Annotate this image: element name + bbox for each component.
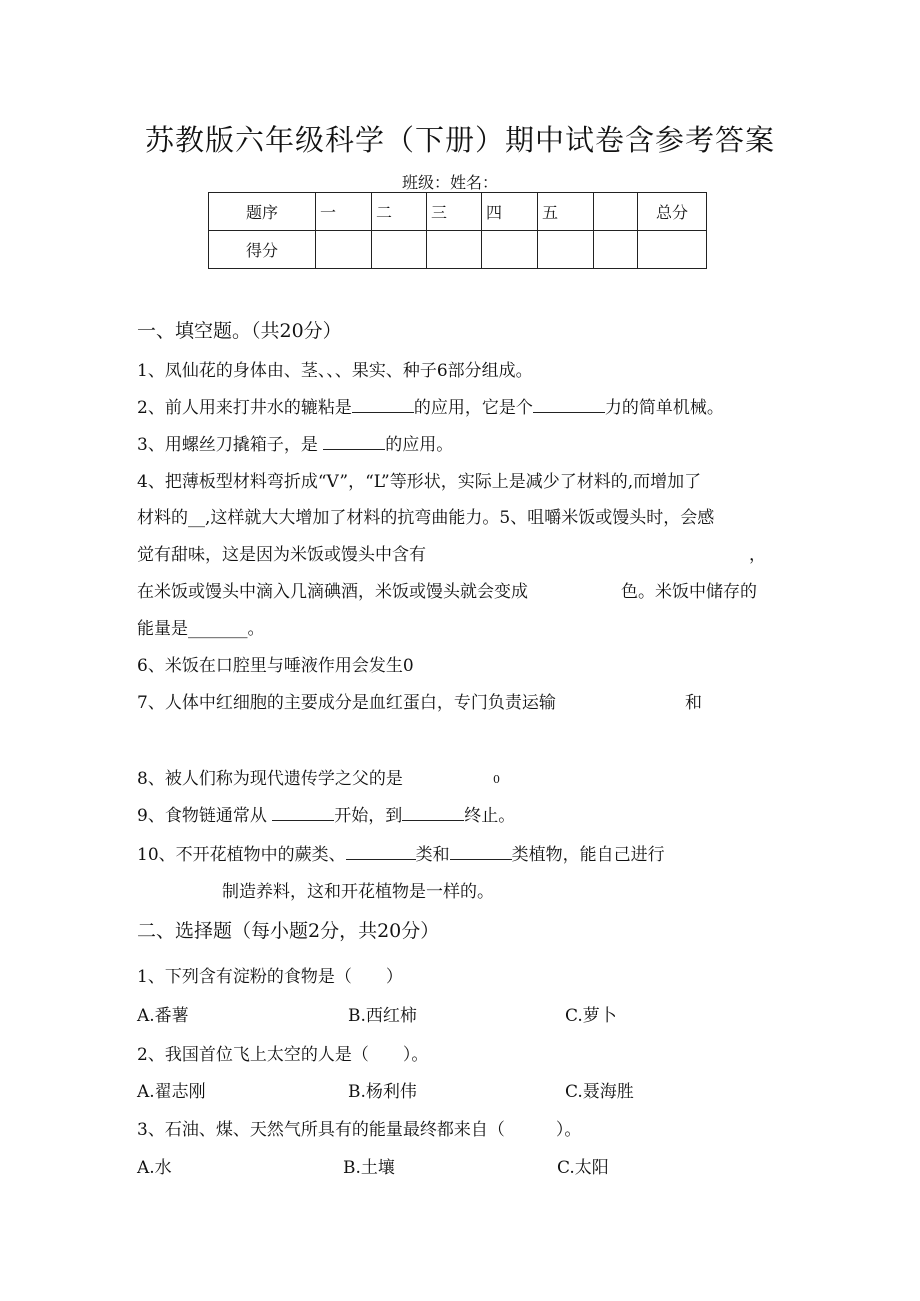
question-8-mark: 0 [493,773,500,786]
question-4-line-2: 材料的__,这样就大大增加了材料的抗弯曲能力。5、咀嚼米饭或馒头时，会感 [137,508,715,528]
mc-question-1: 1、下列含有淀粉的食物是（ ） [137,967,403,987]
answer-blank [450,858,512,860]
score-header-cell: 题序 [209,193,316,231]
answer-blank [346,858,416,860]
mc-question-3: 3、石油、煤、天然气所具有的能量最终都来自（ ）。 [137,1120,582,1140]
section1-heading: 一、填空题。（共20分） [137,320,342,342]
q9-part-b: 开始，到 [334,806,403,826]
score-cell [316,231,372,269]
question-10 [137,840,665,865]
mc-q3-option-c: C.太阳 [557,1158,609,1178]
question-1: 1、凤仙花的身体由、茎、、、果实、种子6部分组成。 [137,361,533,381]
score-table-score-row [209,231,707,269]
question-6: 6、米饭在口腔里与唾液作用会发生0 [137,656,414,676]
class-name-label: 班级：姓名： [402,173,499,192]
question-5-line-4a: 在米饭或馒头中滴入几滴碘酒，米饭或馒头就会变成 [137,582,528,602]
answer-blank [352,411,414,413]
mc-q1-option-a: A.番薯 [137,1006,189,1026]
mc-q1-option-b: B.西红柿 [348,1006,417,1026]
question-10-line-2: 制造养料，这和开花植物是一样的。 [222,882,494,902]
question-5-line-4b: 色。米饭中储存的 [621,582,757,602]
score-cell [427,231,482,269]
mc-q1-option-c: C.萝卜 [565,1006,617,1026]
score-cell [638,231,707,269]
q3-part-b: 的应用。 [385,435,454,455]
q10-part-c: 类植物，能自己进行 [511,845,665,865]
question-7-and: 和 [685,693,702,713]
mc-q3-option-b: B.土壤 [343,1158,395,1178]
score-header-cell: 五 [538,193,594,231]
q10-part-b: 类和 [415,845,450,865]
page-title: 苏教版六年级科学（下册）期中试卷含参考答案 [144,123,775,157]
score-table [208,192,707,269]
score-header-cell: 总分 [638,193,707,231]
question-4-line-1: 4、把薄板型材料弯折成“V”，“L”等形状，实际上是减少了材料的,而增加了 [137,472,702,492]
question-5-line-3a: 觉有甜味，这是因为米饭或馒头中含有 [137,545,426,565]
q9-part-c: 终止。 [464,806,516,826]
score-header-cell: 三 [427,193,482,231]
question-2 [137,393,724,418]
q2-part-b: 的应用，它是个 [413,398,533,418]
score-header-cell: 一 [316,193,372,231]
q10-part-a: 10、不开花植物中的蕨类、 [137,845,346,865]
score-table-header-row [209,193,707,231]
mc-q2-option-a: A.翟志刚 [137,1082,206,1102]
mc-q2-option-b: B.杨利伟 [348,1082,417,1102]
q2-part-c: 力的简单机械。 [604,398,724,418]
mc-question-2: 2、我国首位飞上太空的人是（ ）。 [137,1045,429,1065]
q9-part-a: 9、食物链通常从 [137,806,273,826]
question-9 [137,801,515,826]
score-header-cell: 二 [372,193,427,231]
score-cell [538,231,594,269]
q2-part-a: 2、前人用来打井水的辘粘是 [137,398,352,418]
score-cell [482,231,538,269]
mc-q3-option-a: A.水 [137,1158,172,1178]
question-7: 7、人体中红细胞的主要成分是血红蛋白，专门负责运输 [137,693,556,713]
answer-blank [323,448,385,450]
question-3 [137,430,453,455]
section2-heading: 二、选择题（每小题2分，共20分） [137,920,440,942]
q3-part-a: 3、用螺丝刀撬箱子，是 [137,435,324,455]
question-5-line-5: 能量是_______。 [137,619,265,639]
answer-blank [272,819,334,821]
score-header-cell [594,193,638,231]
score-header-cell: 四 [482,193,538,231]
answer-blank [402,819,464,821]
answer-blank [533,411,605,413]
question-8: 8、被人们称为现代遗传学之父的是 [137,769,403,789]
score-row-label: 得分 [209,231,316,269]
question-5-line-3b: ， [749,545,766,565]
score-cell [372,231,427,269]
mc-q2-option-c: C.聂海胜 [565,1082,634,1102]
score-cell [594,231,638,269]
